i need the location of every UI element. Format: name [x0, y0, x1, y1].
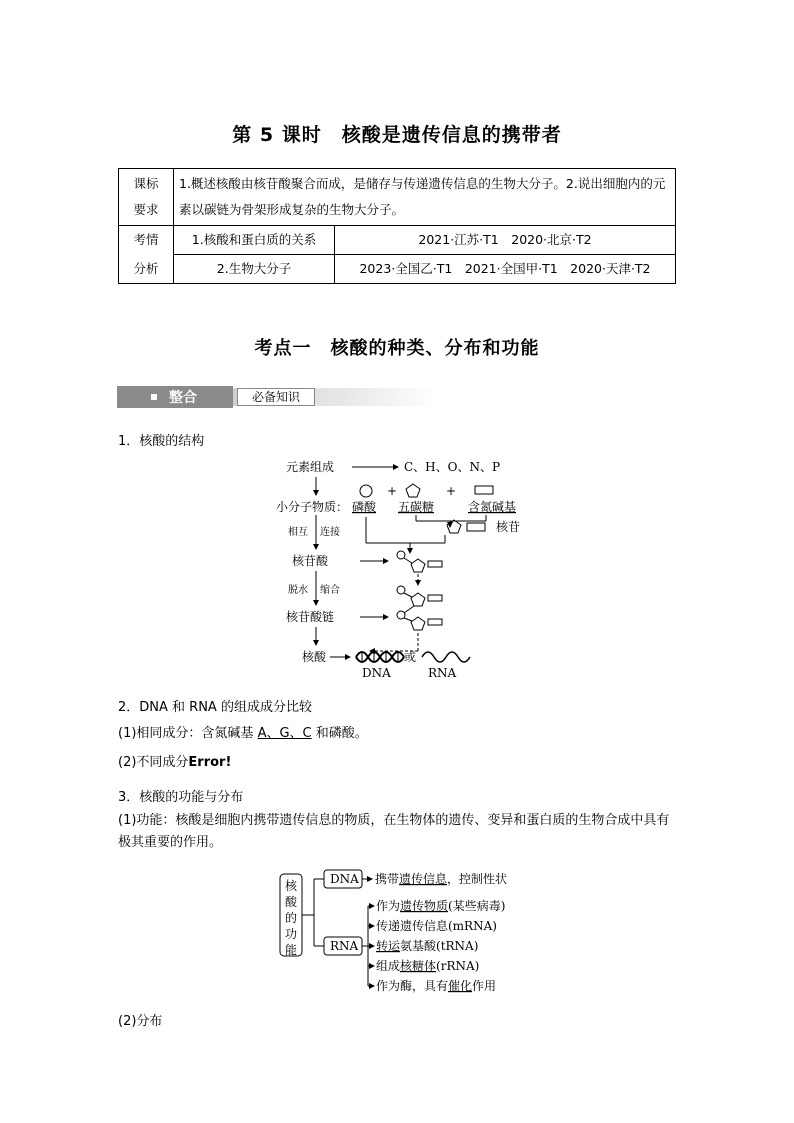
req-label-2: 要求 [133, 202, 159, 217]
dehyd-1: 脱水 [288, 585, 308, 596]
link-2: 连接 [320, 527, 340, 538]
item-2-2-pre: (2)不同成分 [118, 755, 189, 770]
bullet-square-icon [151, 394, 157, 400]
rna-function-3: 转运氨基酸(tRNA) [376, 939, 479, 953]
elem-label: 元素组成 [286, 460, 335, 474]
item-3-1: (1)功能：核酸是细胞内携带遗传信息的物质，在生物体的遗传、变异和蛋白质的生物合成中具有极其重要的作用。 [118, 813, 670, 850]
section-title: 考点一 核酸的种类、分布和功能 [254, 338, 540, 359]
phosphate-icon [360, 485, 372, 497]
rna-function-5: 作为酶，具有催化作用 [376, 979, 497, 993]
item-1: 1．核酸的结构 [118, 434, 205, 449]
nucleic-label: 核酸 [302, 650, 327, 664]
section-banner [117, 386, 437, 408]
item-2-2 [118, 751, 231, 770]
nucleoside-label: 核苷 [496, 520, 520, 534]
req-text: 1.概述核酸由核苷酸聚合而成，是储存与传递遗传信息的生物大分子。2.说出细胞内的元素以碳链为骨架形成复杂的生物大分子。 [174, 169, 676, 226]
item-2-1-post: 和磷酸。 [311, 726, 368, 741]
root-char-4: 功 [285, 927, 298, 941]
item-3: 3．核酸的功能与分布 [118, 790, 244, 805]
topic-1: 1.核酸和蛋白质的关系 [174, 226, 335, 255]
banner-main: 整合 [169, 390, 197, 406]
rna-function-1: 作为遗传物质(某些病毒) [376, 899, 506, 913]
curriculum-table [118, 168, 676, 284]
pentose-icon [406, 484, 420, 497]
req-label [119, 169, 174, 226]
nucleoside-base-icon [467, 523, 485, 531]
dna-label: DNA [362, 666, 391, 680]
sugar-label: 五碳糖 [398, 500, 435, 514]
rna-box-label: RNA [330, 939, 359, 953]
dna-box-label: DNA [330, 872, 359, 886]
link-1: 相互 [288, 527, 308, 538]
item-3-2: (2)分布 [118, 1014, 163, 1029]
exam-label-1: 考情 [119, 226, 174, 255]
nucleoside-sugar-icon [447, 520, 461, 533]
rna-function-2: 传递遗传信息(mRNA) [376, 919, 497, 933]
or-label: 或 [404, 650, 417, 664]
banner-sub: 必备知识 [237, 388, 315, 406]
req-label-1: 课标 [133, 176, 159, 191]
elem-list: C、H、O、N、P [404, 460, 501, 474]
dna-function: 携带遗传信息，控制性状 [375, 872, 508, 886]
root-char-3: 的 [285, 911, 298, 925]
chain-label: 核苷酸链 [286, 610, 335, 624]
dna-helix-icon [356, 652, 404, 662]
plus-1: + [387, 484, 398, 498]
item-2-2-error: Error! [188, 755, 232, 770]
dehyd-2: 缩合 [320, 585, 340, 596]
page-title: 第 5 课时 核酸是遗传信息的携带者 [232, 124, 562, 146]
rna-label: RNA [428, 666, 457, 680]
item-2: 2．DNA 和 RNA 的组成成分比较 [118, 700, 312, 715]
nucleotide-label: 核苷酸 [292, 554, 329, 568]
sources-1: 2021·江苏·T1 2020·北京·T2 [335, 226, 676, 255]
plus-2: + [446, 484, 457, 498]
root-char-1: 核 [285, 879, 298, 893]
nucleic-acid-structure-diagram [270, 455, 520, 685]
rna-strand-icon [422, 652, 470, 662]
exam-label-2: 分析 [119, 255, 174, 284]
base-label: 含氮碱基 [468, 500, 517, 514]
small-label: 小分子物质： [276, 500, 349, 514]
topic-2: 2.生物大分子 [174, 255, 335, 284]
base-icon [475, 486, 493, 494]
item-2-1-answer: A、G、C [257, 726, 312, 741]
item-2-1 [118, 722, 368, 741]
root-char-2: 酸 [285, 895, 298, 909]
phosphate-label: 磷酸 [352, 500, 377, 514]
nucleic-acid-function-diagram [278, 864, 538, 996]
root-char-5: 能 [285, 943, 298, 957]
rna-function-4: 组成核糖体(rRNA) [376, 959, 480, 973]
item-2-1-pre: (1)相同成分：含氮碱基 [118, 726, 258, 741]
sources-2: 2023·全国乙·T1 2021·全国甲·T1 2020·天津·T2 [335, 255, 676, 284]
